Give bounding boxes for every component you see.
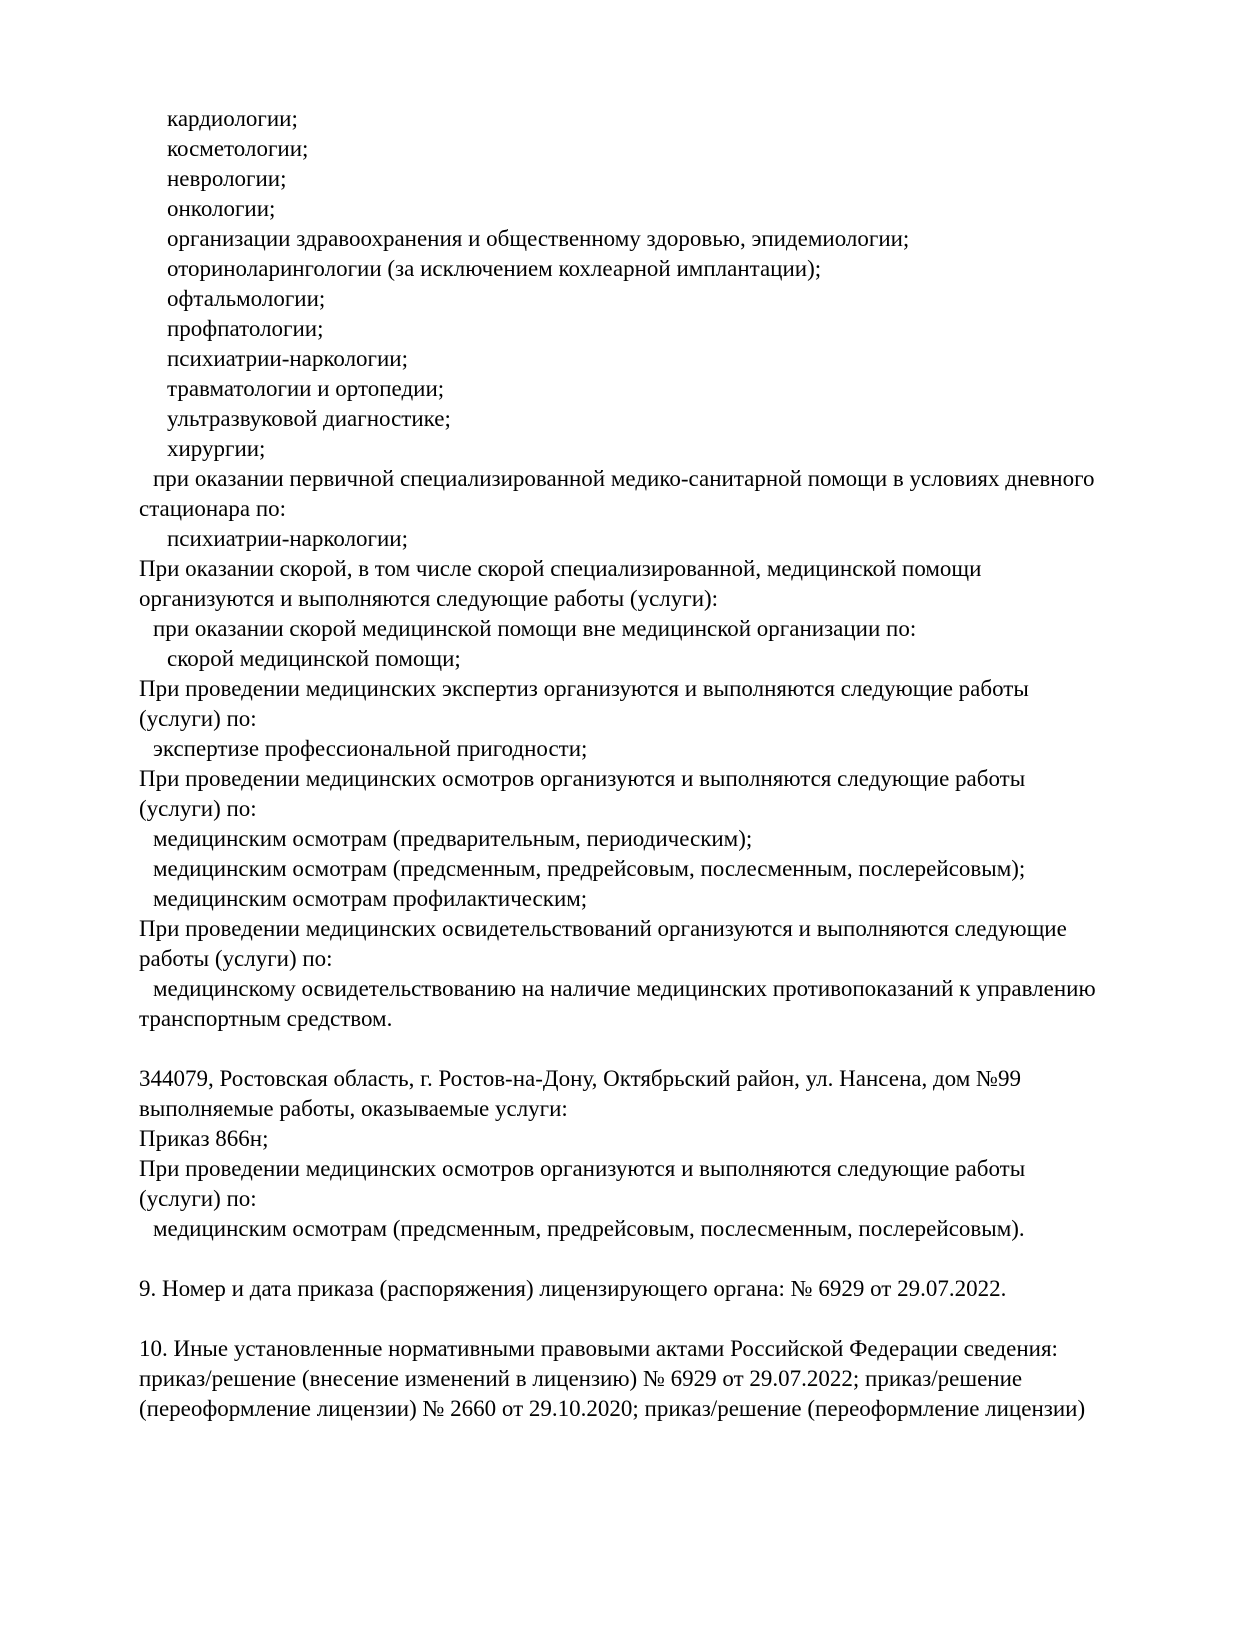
text-line: организуются и выполняются следующие работы (услуги): [139, 586, 719, 611]
text-line: стационара по: [139, 496, 287, 521]
blank-line [139, 1244, 1124, 1274]
text-line: 344079, Ростовская область, г. Ростов-на-Дону, Октябрьский район, ул. Нансена, дом №99 [139, 1066, 1021, 1091]
text-line: ультразвуковой диагностике; [167, 406, 451, 431]
text-line: медицинским осмотрам профилактическим; [153, 886, 588, 911]
text-line: (услуги) по: [139, 796, 257, 821]
text-line: скорой медицинской помощи; [167, 646, 461, 671]
blank-line [139, 1304, 1124, 1334]
text-line: неврологии; [167, 166, 287, 191]
text-line: При проведении медицинских освидетельствований организуются и выполняются следующие [139, 916, 1067, 941]
text-line: 10. Иные установленные нормативными правовыми актами Российской Федерации сведения: [139, 1336, 1058, 1361]
blank-line [139, 1034, 1124, 1064]
text-line: травматологии и ортопедии; [167, 376, 445, 401]
text-line: организации здравоохранения и общественному здоровью, эпидемиологии; [167, 226, 910, 251]
text-line: 9. Номер и дата приказа (распоряжения) лицензирующего органа: № 6929 от 29.07.2022. [139, 1276, 1007, 1301]
text-line: (переоформление лицензии) № 2660 от 29.10.2020; приказ/решение (переоформление лицензии) [139, 1396, 1086, 1421]
text-line: оториноларингологии (за исключением кохлеарной имплантации); [167, 256, 822, 281]
text-line: психиатрии-наркологии; [167, 346, 408, 371]
text-line: транспортным средством. [139, 1006, 393, 1031]
text-line: онкологии; [167, 196, 276, 221]
text-line: медицинскому освидетельствованию на наличие медицинских противопоказаний к управлению [153, 976, 1096, 1001]
text-line: косметологии; [167, 136, 309, 161]
text-line: психиатрии-наркологии; [167, 526, 408, 551]
text-line: медицинским осмотрам (предсменным, предрейсовым, послесменным, послерейсовым); [153, 856, 1026, 881]
text-line: кардиологии; [167, 106, 298, 131]
text-line: работы (услуги) по: [139, 946, 333, 971]
text-line: приказ/решение (внесение изменений в лицензию) № 6929 от 29.07.2022; приказ/решение [139, 1366, 1023, 1391]
text-line: выполняемые работы, оказываемые услуги: [139, 1096, 568, 1121]
text-line: медицинским осмотрам (предсменным, предрейсовым, послесменным, послерейсовым). [153, 1216, 1025, 1241]
text-line: офтальмологии; [167, 286, 326, 311]
text-line: при оказании скорой медицинской помощи вне медицинской организации по: [153, 616, 917, 641]
text-line: при оказании первичной специализированной медико-санитарной помощи в условиях дневного [153, 466, 1095, 491]
text-line: (услуги) по: [139, 1186, 257, 1211]
text-line: профпатологии; [167, 316, 324, 341]
document-body [139, 104, 1124, 1424]
text-line: (услуги) по: [139, 706, 257, 731]
text-line: Приказ 866н; [139, 1126, 269, 1151]
text-line: При проведении медицинских осмотров организуются и выполняются следующие работы [139, 1156, 1026, 1181]
text-line: медицинским осмотрам (предварительным, периодическим); [153, 826, 753, 851]
text-line: При проведении медицинских осмотров организуются и выполняются следующие работы [139, 766, 1026, 791]
text-line: При проведении медицинских экспертиз организуются и выполняются следующие работы [139, 676, 1029, 701]
text-line: При оказании скорой, в том числе скорой специализированной, медицинской помощи [139, 556, 982, 581]
text-line: хирургии; [167, 436, 266, 461]
text-line: экспертизе профессиональной пригодности; [153, 736, 588, 761]
